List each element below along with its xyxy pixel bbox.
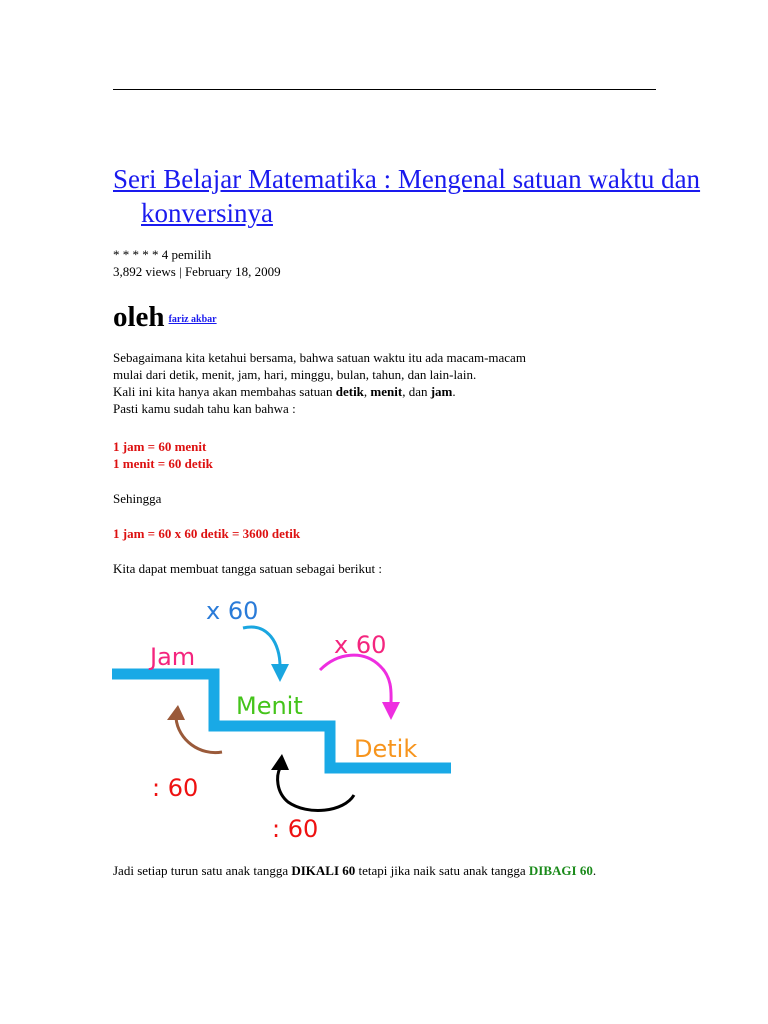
comma: , bbox=[363, 384, 371, 399]
label-x60-top: x 60 bbox=[206, 597, 259, 625]
intro-line-2: mulai dari detik, menit, jam, hari, minggu, bulan, tahun, dan lain-lain. bbox=[113, 367, 477, 382]
label-menit: Menit bbox=[236, 692, 303, 720]
arrow-down-menit-detik-icon bbox=[320, 655, 391, 703]
intro-line-3: Kali ini kita hanya akan membahas satuan bbox=[113, 384, 336, 399]
intro-paragraph bbox=[113, 349, 673, 417]
article-meta bbox=[113, 246, 281, 280]
author-line bbox=[113, 299, 217, 340]
and-word: , dan bbox=[402, 384, 431, 399]
rating-stars[interactable]: * * * * * bbox=[113, 247, 159, 262]
facts bbox=[113, 438, 213, 472]
ladder-intro: Kita dapat membuat tangga satuan sebagai berikut : bbox=[113, 561, 382, 576]
conclusion-text-1: Jadi setiap turun satu anak tangga bbox=[113, 863, 292, 878]
conclusion-divide: DIBAGI 60 bbox=[528, 863, 593, 878]
fact-jam-menit: 1 jam = 60 menit bbox=[113, 439, 207, 454]
label-div60-left: : 60 bbox=[152, 774, 199, 802]
label-detik: Detik bbox=[354, 735, 418, 763]
article-title-link[interactable]: Seri Belajar Matematika : Mengenal satuan waktu dan konversinya bbox=[113, 164, 701, 228]
author-link[interactable]: fariz akbar bbox=[168, 314, 217, 325]
intro-line-4: Pasti kamu sudah tahu kan bahwa : bbox=[113, 401, 296, 416]
conclusion-multiply: DIKALI 60 bbox=[291, 863, 356, 878]
fact-jam-detik bbox=[113, 525, 300, 542]
conclusion-paragraph bbox=[113, 862, 673, 879]
conclusion-period: . bbox=[592, 863, 597, 878]
meta-separator: | bbox=[179, 264, 182, 279]
view-count: 3,892 views bbox=[113, 264, 176, 279]
arrowhead-up-detik-menit-icon bbox=[271, 754, 289, 770]
fact-jam-detik-text: 1 jam = 60 x 60 detik = 3600 detik bbox=[113, 526, 301, 541]
unit-jam: jam bbox=[430, 384, 453, 399]
arrowhead-down-menit-detik-icon bbox=[382, 702, 400, 720]
top-divider bbox=[113, 89, 656, 90]
period: . bbox=[452, 384, 456, 399]
fact-menit-detik: 1 menit = 60 detik bbox=[113, 456, 213, 471]
arrow-down-jam-menit-icon bbox=[243, 627, 280, 666]
publish-date: February 18, 2009 bbox=[184, 264, 281, 279]
so-word: Sehingga bbox=[113, 491, 162, 506]
label-x60-right: x 60 bbox=[334, 631, 387, 659]
unit-ladder-figure bbox=[108, 590, 458, 845]
label-div60-bottom: : 60 bbox=[272, 815, 319, 843]
rating-votes: 4 pemilih bbox=[161, 247, 212, 262]
unit-detik: detik bbox=[335, 384, 364, 399]
label-jam: Jam bbox=[150, 643, 196, 671]
arrowhead-down-jam-menit-icon bbox=[271, 664, 289, 682]
unit-menit: menit bbox=[370, 384, 403, 399]
arrow-up-detik-menit-icon bbox=[278, 768, 354, 810]
arrowhead-up-menit-jam-icon bbox=[167, 705, 185, 720]
conclusion-text-2: tetapi jika naik satu anak tangga bbox=[355, 863, 529, 878]
by-label: oleh bbox=[113, 301, 165, 333]
intro-line-1: Sebagaimana kita ketahui bersama, bahwa satuan waktu itu ada macam-macam bbox=[113, 350, 526, 365]
